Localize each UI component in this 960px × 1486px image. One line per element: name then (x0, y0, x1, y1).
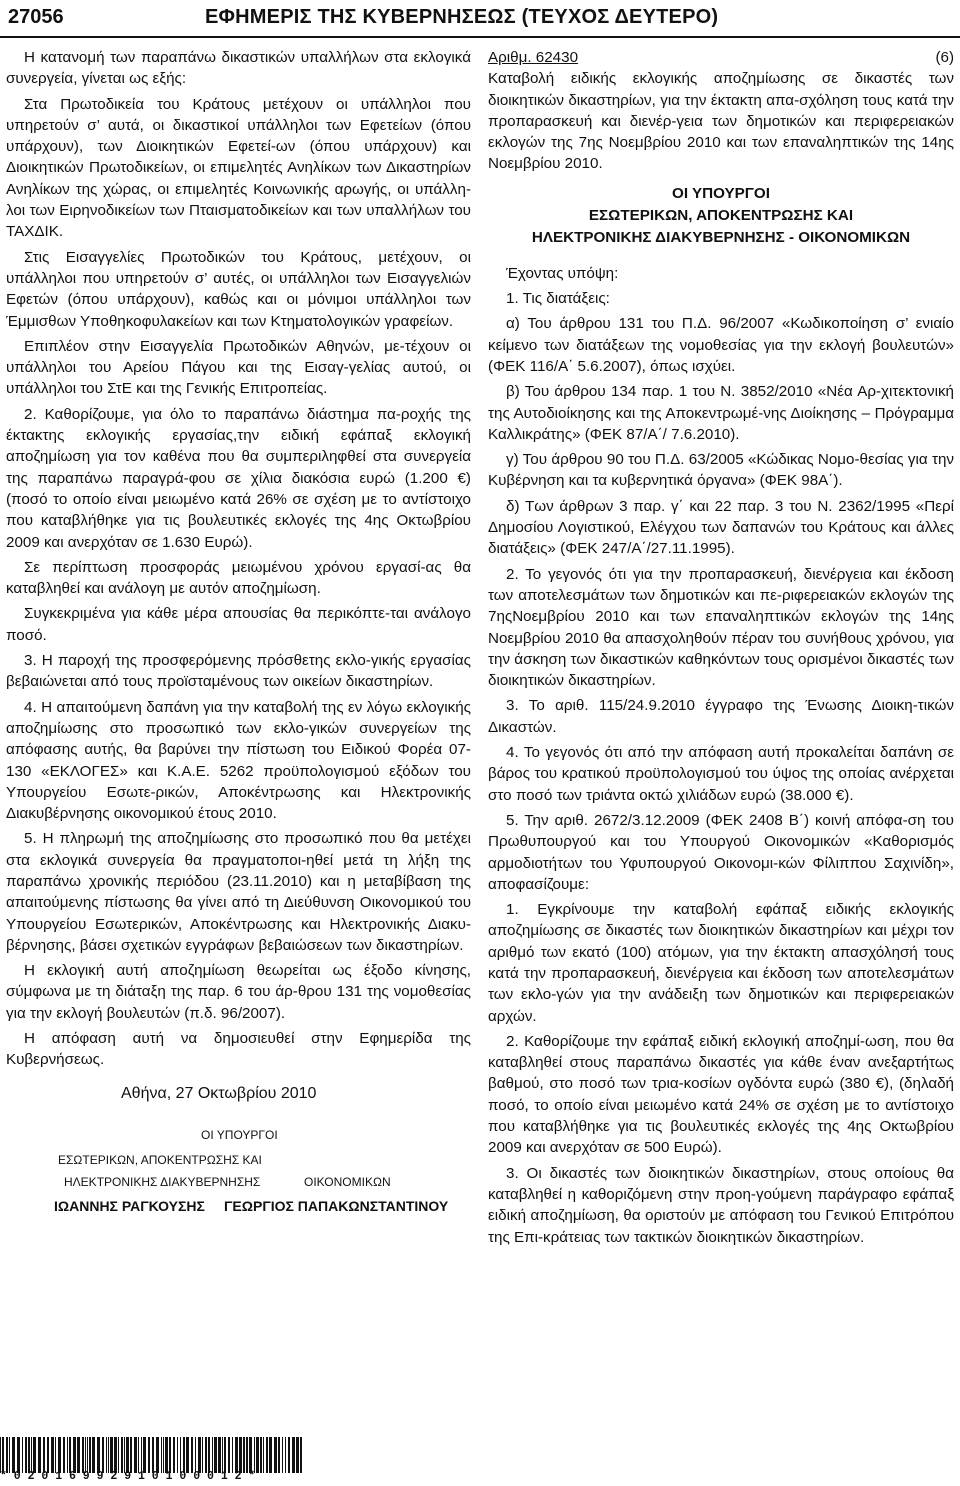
signature-block (6, 1075, 471, 1255)
barcode-bar (222, 1437, 223, 1473)
barcode-bar (156, 1437, 159, 1473)
paragraph: Στα Πρωτοδικεία του Κράτους μετέχουν οι υπάλληλοι που υπηρετούν σ’ αυτά, οι δικαστικοί υπάλληλοι των Εφετείων (όπου υπάρχουν), των Διοικητικών Εφετεί-ων (όπου υπάρχουν) και Διοικητικών Πρωτοδικείων, οι επιμελητές Ανηλίκων των Δικαστηρίων Ανηλίκων της χώρας, οι επιμελητές Κοινωνικής αρωγής, οι υπάλλη-λοι των Ειρηνοδικείων των Πταισματοδικείων και των υπαλλήλων του ΤΑΧΔΙΚ. (6, 95, 471, 241)
barcode-bar (12, 1437, 15, 1473)
barcode-bar (202, 1437, 203, 1473)
barcode-bar (186, 1437, 189, 1473)
ministry-interior-line2: ΗΛΕΚΤΡΟΝΙΚΗΣ ΔΙΑΚΥΒΕΡΝΗΣΗΣ (64, 1174, 261, 1189)
paragraph: Συγκεκριμένα για κάθε μέρα απουσίας θα περικόπτε-ται ανάλογο ποσό. (6, 605, 471, 644)
barcode-bar (246, 1437, 248, 1473)
barcode-bar (249, 1437, 252, 1473)
barcode-bar (285, 1437, 286, 1473)
paragraph: β) Του άρθρου 134 παρ. 1 του Ν. 3852/2010 «Νέα Αρ-χιτεκτονική της Αυτοδιοίκησης και της Αποκεντρωμέ-νης Διοίκησης – Πρόγραμμα Καλλικράτης» (ΦΕΚ 87/Α΄/ 7.6.2010). (488, 383, 954, 443)
barcode-bar (134, 1437, 137, 1473)
barcode-bar (266, 1437, 268, 1473)
barcode-bar (195, 1437, 196, 1473)
barcode-bar (296, 1437, 299, 1473)
barcode-bar (17, 1437, 20, 1473)
barcode-bar (152, 1437, 154, 1473)
barcode-bar (282, 1437, 283, 1473)
barcode-bar (269, 1437, 272, 1473)
barcode-bar (124, 1437, 125, 1473)
ministers-heading (488, 183, 954, 249)
barcode-bar (243, 1437, 245, 1473)
paragraph: 1. Τις διατάξεις: (506, 290, 610, 308)
barcode-bar (126, 1437, 129, 1473)
barcode-bar (138, 1437, 139, 1473)
barcode-bar (33, 1437, 36, 1473)
barcode-bar (114, 1437, 117, 1473)
barcode-bar (254, 1437, 255, 1473)
signatory-name-1: ΙΩΑΝΝΗΣ ΡΑΓΚΟΥΣΗΣ (54, 1197, 205, 1214)
barcode-bar (218, 1437, 221, 1473)
barcode-bar (288, 1437, 290, 1473)
ministry-interior-line1: ΕΣΩΤΕΡΙΚΩΝ, ΑΠΟΚΕΝΤΡΩΣΗΣ ΚΑΙ (58, 1152, 262, 1167)
header-rule (0, 36, 960, 38)
page-header (0, 0, 960, 40)
heading-line: ΗΛΕΚΤΡΟΝΙΚΗΣ ΔΙΑΚΥΒΕΡΝΗΣΗΣ - ΟΙΚΟΝΟΜΙΚΩΝ (531, 228, 911, 246)
heading-line: ΕΣΩΤΕΡΙΚΩΝ, ΑΠΟΚΕΝΤΡΩΣΗΣ ΚΑΙ (588, 206, 854, 224)
paragraph: δ) Των άρθρων 3 παρ. γ΄ και 22 παρ. 3 του Ν. 2362/1995 «Περί Δημοσίου Λογιστικού, Ελέγχου των δαπανών του Κράτους και άλλες διατάξεις» (ΦΕΚ 247/Α΄/27.11.1995). (488, 497, 954, 558)
paragraph: 4. Η απαιτούμενη δαπάνη για την καταβολή της εν λόγω εκλογικής αποζημίωσης στο προσωπικό των εκλο-γικών συνεργείων της απόφασης αυτής, θα βαρύνει την πίστωση του Ειδικού Φορέα 07-130 «ΕΚΛΟΓΕΣ» και Κ.Α.Ε. 5262 προϋπολογισμού εξόδων του Υπουργείου Εσωτε-ρικών, Αποκέντρωσης και Ηλεκτρονικής Διακυβέρνησης οικονομικού έτους 2010. (6, 698, 471, 823)
barcode-bar (180, 1437, 181, 1473)
barcode-bar (228, 1437, 230, 1473)
ministers-label: ΟΙ ΥΠΟΥΡΓΟΙ (201, 1127, 278, 1142)
barcode-bar (43, 1437, 45, 1473)
barcode-bar (214, 1437, 217, 1473)
barcode-bar (51, 1437, 54, 1473)
ministry-finance: ΟΙΚΟΝΟΜΙΚΩΝ (304, 1174, 391, 1189)
barcode-bar (121, 1437, 123, 1473)
signature-date: Αθήνα, 27 Οκτωβρίου 2010 (121, 1084, 317, 1102)
paragraph: 2. Το γεγονός ότι για την προπαρασκευή, διενέργεια και έκδοση των αποτελεσμάτων των δημοτικών και πε-ριφερειακών εκλογών της 7ηςΝοεμβρίου 2010 και των επαναληπτικών εκλογών της 14ης Νοεμβρίου 2010 θα απασχοληθούν πέραν του συνήθους χρόνου, για την άσκηση των δικαστικών καθηκόντων τους ορισμένοι δικαστές των διοικητικών δικαστηρίων. (488, 565, 954, 690)
paragraph: 5. Την αριθ. 2672/3.12.2009 (ΦΕΚ 2408 Β΄) κοινή απόφα-ση του Πρωθυπουργού και του Υπουργού Οικονομικών «Καθορισμός αρμοδιοτήτων του Υφυπουργού Οικονομι-κών Φίλιππου Σαχινίδη», αποφασίζουμε: (488, 811, 954, 893)
barcode-bar (47, 1437, 49, 1473)
barcode-bar (92, 1437, 95, 1473)
decision-index: (6) (935, 49, 954, 66)
paragraph: Έχοντας υπόψη: (506, 264, 619, 282)
barcode-bar (177, 1437, 178, 1473)
barcode-bar (198, 1437, 201, 1473)
barcode-bar (58, 1437, 61, 1473)
barcode-bar (278, 1437, 280, 1473)
barcode-bar (2, 1437, 4, 1473)
barcode-bar (118, 1437, 119, 1473)
barcode-bar (191, 1437, 193, 1473)
barcode-bar (63, 1437, 65, 1473)
barcode-bar (239, 1437, 242, 1473)
paragraph: 3. Το αριθ. 115/24.9.2010 έγγραφο της Ένωσης Διοικη-τικών Δικαστών. (488, 697, 954, 736)
paragraph: 3. Η παροχή της προσφερόμενης πρόσθετης εκλο-γικής εργασίας βεβαιώνεται από τους προϊσταμένους των οικείων δικαστηρίων. (6, 652, 471, 691)
paragraph: γ) Του άρθρου 90 του Π.Δ. 63/2005 «Κώδικας Νομο-θεσίας για την Κυβέρνηση και τα κυβερνητικά όργανα» (ΦΕΚ 98Α΄). (488, 451, 954, 490)
barcode-bar (73, 1437, 76, 1473)
paragraph: 1. Εγκρίνουμε την καταβολή εφάπαξ ειδικής εκλογικής αποζημίωσης σε δικαστές των διοικητικών δικαστηρίων και μέχρι τον αριθμό των εκατό (100) ατόμων, για την έκτακτη απασχόλησή τους κατά την προπαρασκευή, διενέργεια και έκδοση των αποτελεσμάτων των εκλο-γών για την ανάδειξη των δημοτικών και περιφερειακών αρχών. (488, 901, 954, 1025)
barcode-bar (9, 1437, 10, 1473)
gazette-title: ΕΦΗΜΕΡΙΣ ΤΗΣ ΚΥΒΕΡΝΗΣΕΩΣ (ΤΕΥΧΟΣ ΔΕΥΤΕΡΟ) (205, 6, 719, 28)
barcode-bar (97, 1437, 100, 1473)
paragraph: Επιπλέον στην Εισαγγελία Πρωτοδικών Αθηνών, με-τέχουν οι υπάλληλοι του Αρείου Πάγου και της Εισαγ-γελίας αυτού, οι υπάλληλοι του ΣτΕ και της Γενικής Επιτροπείας. (6, 337, 471, 398)
barcode-bar (106, 1437, 107, 1473)
barcode-graphic (0, 1437, 303, 1473)
paragraph: Η απόφαση αυτή να δημοσιευθεί στην Εφημερίδα της Κυβερνήσεως. (6, 1030, 471, 1069)
barcode-bar (82, 1437, 84, 1473)
barcode-bar (292, 1437, 295, 1473)
barcode-bar (208, 1437, 210, 1473)
right-column (488, 47, 954, 1252)
barcode-bar (300, 1437, 302, 1473)
barcode-bar (161, 1437, 162, 1473)
paragraph: Η εκλογική αυτή αποζημίωση θεωρείται ως έξοδο κίνησης, σύμφωνα με τη διάταξη της παρ. 6 του άρ-θρου 131 της νομοθεσίας για την εκλογή βουλευτών (π.δ. 96/2007). (6, 962, 471, 1022)
paragraph: Η κατανομή των παραπάνω δικαστικών υπαλλήλων στα εκλογικά συνεργεία, γίνεται ως εξής: (6, 49, 471, 88)
paragraph: Σε περίπτωση προσφοράς μειωμένου χρόνου εργασί-ας θα καταβληθεί και ανάλογη με αυτόν αποζημίωση. (6, 558, 471, 598)
barcode-bar (89, 1437, 91, 1473)
barcode-bar (130, 1437, 132, 1473)
barcode-digits: *02016992910100012* (0, 1470, 263, 1483)
left-column (6, 47, 471, 1255)
barcode-bar (31, 1437, 32, 1473)
paragraph: 4. Το γεγονός ότι από την απόφαση αυτή προκαλείται δαπάνη σε βάρος του κρατικού προϋπολογισμού του ύψος της οποίας ανέρχεται στο ποσό των τριάντα οκτώ χιλιάδων ευρώ (38.000 €). (488, 744, 954, 804)
page-number: 27056 (8, 6, 64, 28)
barcode-bar (205, 1437, 207, 1473)
barcode-bar (235, 1437, 238, 1473)
barcode-bar (108, 1437, 109, 1473)
heading-line: ΟΙ ΥΠΟΥΡΓΟΙ (672, 184, 770, 202)
barcode-bar (38, 1437, 41, 1473)
paragraph: 5. Η πληρωμή της αποζημίωσης στο προσωπικό που θα μετέχει στα εκλογικά συνεργεία θα πραγματοποι-ηθεί μετά τη λήξη της παραπάνω χρονικής περιόδου (23.11.2010) και η μεταβίβαση της απαιτούμενης πίστωσης θα γίνει από τη Διεύθυνση Οικονομικού του Υπουργείου Εσωτερικών, Αποκέντρωσης και Ηλεκτρονικής Διακυ-βέρνησης, βάσει σχετικών εγγράφων βεβαιώσεων των δικαστηρίων. (6, 830, 471, 954)
barcode-bar (274, 1437, 277, 1473)
barcode-bar (69, 1437, 71, 1473)
barcode-bar (183, 1437, 185, 1473)
barcode-bar (212, 1437, 213, 1473)
barcode-bar (224, 1437, 226, 1473)
barcode-bar (6, 1437, 8, 1473)
paragraph: Στις Εισαγγελίες Πρωτοδικών του Κράτους, μετέχουν, οι υπάλληλοι που υπηρετούν σ’ αυτές, οι υπάλληλοι των Εισαγγελιών Εφετών (όπου υπάρχουν), καθώς και οι μόνιμοι υπάλληλοι των Έμμισθων Υποθηκοφυλακείων και των Κτηματολογικών γραφείων. (6, 248, 471, 330)
paragraph: 2. Καθορίζουμε, για όλο το παραπάνω διάστημα πα-ροχής της έκτακτης εκλογικής εργασίας,την ειδική εφάπαξ εκλογική αποζημίωση για τον καθένα που θα συμπεριληφθεί στα συνεργεία της παραπάνω παραγρά-φου σε χίλια διακόσια ευρώ (1.200 €) (ποσό το οποίο είναι μειωμένο κατά 26% σε σχέση με το αντίστοιχο που καταβλήθηκε για τις βουλευτικές εκλογές της 4ης Οκτωβρίου 2009 και ανερχόταν σε 1.630 Ευρώ). (6, 405, 471, 551)
decision-summary: Καταβολή ειδικής εκλογικής αποζημίωσης σε δικαστές των διοικητικών δικαστηρίων, για την έκτακτη απα-σχόληση τους κατά την προπαρασκευή και διενέρ-γεια των δημοτικών και περιφερειακών εκλογών της 7ης Νοεμβρίου 2010 και των επαναληπτικών της 14ης Νοεμβρίου 2010. (488, 70, 954, 173)
barcode-bar (85, 1437, 86, 1473)
decision-number: Αριθμ. 62430 (488, 49, 579, 66)
paragraph: 3. Οι δικαστές των διοικητικών δικαστηρίων, στους οποίους θα καταβληθεί η καθοριζόμενη στην προη-γούμενη παράγραφο εφάπαξ ειδική αποζημίωση, θα οριστούν με απόφαση του Γενικού Επιτρόπου της Επι-κράτειας των τακτικών διοικητικών δικαστηρίων. (488, 1164, 954, 1246)
barcode-bar (110, 1437, 113, 1473)
barcode-bar (143, 1437, 146, 1473)
barcode-bar (141, 1437, 142, 1473)
barcode-bar (28, 1437, 30, 1473)
paragraph: 2. Καθορίζουμε την εφάπαξ ειδική εκλογική αποζημί-ωση, που θα καταβληθεί στους παραπάνω δικαστές για κάθε έναν ανεξαρτήτως βαθμού, στο ποσό των τρια-κοσίων ογδόντα ευρώ (380 €), (δηλαδή ποσό, το οποίο είναι μειωμένο κατά 24% σε σχέση με το αντίστοιχο που καταβλήθηκε για τις βουλευτικές εκλογές της 4ης Οκτωβρίου 2009 και ανερχόταν σε 500 Ευρώ). (488, 1032, 954, 1157)
barcode-bar (25, 1437, 27, 1473)
barcode-bar (232, 1437, 233, 1473)
decision-number-line (488, 47, 954, 68)
barcode-bar (102, 1437, 104, 1473)
barcode-bar (22, 1437, 23, 1473)
barcode-bar (260, 1437, 262, 1473)
barcode-bar (0, 1437, 1, 1473)
barcode-bar (169, 1437, 171, 1473)
barcode-bar (55, 1437, 56, 1473)
barcode-bar (163, 1437, 164, 1473)
barcode-bar (87, 1437, 88, 1473)
barcode-bar (256, 1437, 259, 1473)
paragraph: α) Του άρθρου 131 του Π.Δ. 96/2007 «Κωδικοποίηση σ’ ενιαίο κείμενο των διατάξεων της νομοθεσίας για την εκλογή βουλευτών» (ΦΕΚ 116/Α΄ 5.6.2007), όπως ισχύει. (488, 315, 954, 375)
signatory-name-2: ΓΕΩΡΓΙΟΣ ΠΑΠΑΚΩΝΣΤΑΝΤΙΝΟΥ (224, 1197, 449, 1214)
barcode-bar (173, 1437, 175, 1473)
barcode-bar (165, 1437, 168, 1473)
barcode-bar (263, 1437, 264, 1473)
barcode-bar (67, 1437, 68, 1473)
barcode-bar (148, 1437, 150, 1473)
barcode-bar (77, 1437, 80, 1473)
